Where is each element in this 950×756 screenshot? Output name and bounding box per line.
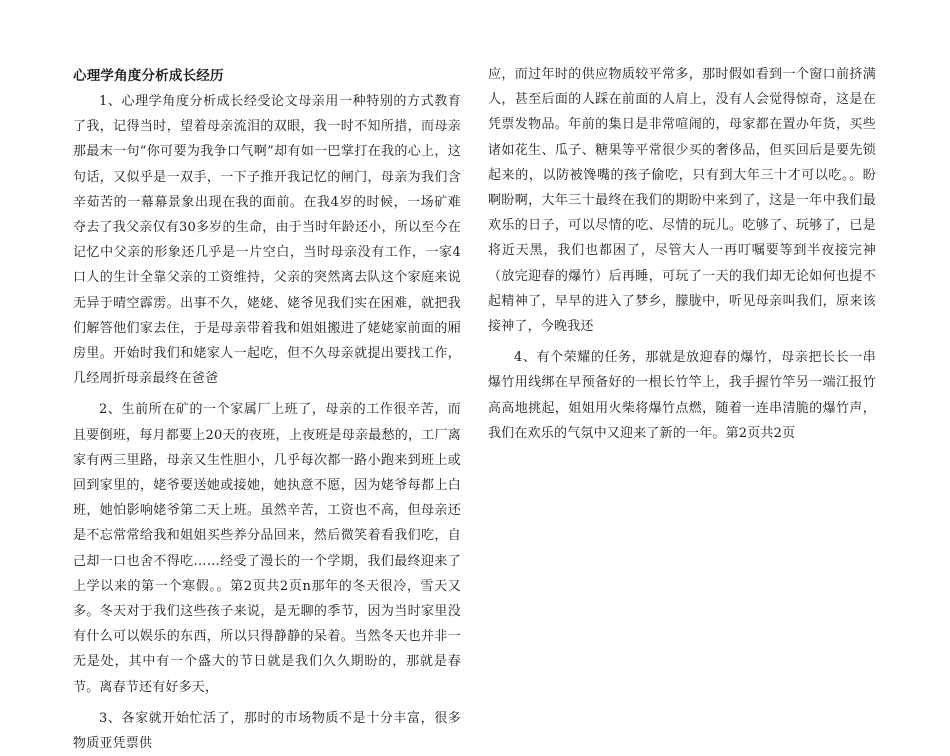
- paragraph-4: 4、有个荣耀的任务，那就是放迎春的爆竹，母亲把长长一串爆竹用线绑在早预备好的一根长竹竿上，我手握竹竿另一端江报竹高高地挑起，姐姐用火柴将爆竹点燃，随着一连串清脆的爆竹声，我们在欢乐的气氛中又迎来了新的一年。第2页共2页: [488, 350, 876, 441]
- paragraph-3: 3、各家就开始忙活了，那时的市场物质不是十分丰富，很多物质亚凭票供: [73, 710, 461, 752]
- paragraph-2: 2、生前所在矿的一个家属厂上班了，母亲的工作很辛苦，而且要倒班，每月都要上20天的夜班，上夜班是母亲最愁的，工厂离家有两三里路，母亲又生性胆小，几乎每次都一路小跑来到班上或回到家里的，姥爷要送她或接她，她执意不愿，因为姥爷每都上白班，她怕影响姥爷第二天上班。虽然辛苦，工资也不高，但母亲还是不忘常常给我和姐姐买些养分品回来，然后微笑着看我们吃，自己却一口也舍不得吃……经受了漫长的一个学期，我们最终迎来了上学以来的第一个寒假。。第2页共2页n那年的冬天很冷，雪天又多。冬天对于我们这些孩子来说，是无聊的季节，因为当时家里没有什么可以娱乐的东西，所以只得静静的呆着。当然冬天也并非一无是处，其中有一个盛大的节日就是我们久久期盼的，那就是春节。离春节还有好多天，: [73, 402, 461, 695]
- paragraph-3-continued: 应，而过年时的供应物质较平常多，那时假如看到一个窗口前挤满人，甚至后面的人踩在前面的人肩上，没有人会觉得惊奇，这是在凭票发物品。年前的集日是非常喧闹的，母家都在置办年货，买些诸如花生、瓜子、糖果等平常很少买的奢侈品，但买回后是要先锁起来的，以防被馋嘴的孩子偷吃，只有到大年三十才可以吃。。盼啊盼啊，大年三十最终在我们的期盼中来到了，这是一年中我们最欢乐的日子，可以尽情的吃、尽情的玩儿。吃够了、玩够了，已是将近天黑，我们也都困了，尽管大人一再叮嘱要等到半夜接完神（放完迎春的爆竹）后再睡，可玩了一天的我们却无论如何也提不起精神了，早早的进入了梦乡，朦胧中，听见母亲叫我们，原来该接神了，今晚我还: [488, 67, 876, 335]
- right-column: [488, 62, 876, 446]
- left-column: [73, 62, 461, 756]
- paragraph-1: 1、心理学角度分析成长经受论文母亲用一种特别的方式教育了我，记得当时，望着母亲流泪的双眼，我一时不知所措，而母亲那最末一句“你可要为我争口气啊”却有如一巴掌打在我的心上，这句话，又似乎是一双手，一下子推开我记忆的闸门，母亲为我们含辛茹苦的一幕幕景象出现在我的面前。在我4岁的时候，一场矿难夺去了我父亲仅有30多岁的生命，由于当时年龄还小，所以至今在记忆中父亲的形象还几乎是一片空白，当时母亲没有工作，一家4口人的生计全靠父亲的工资维持，父亲的突然离去队这个家庭来说无异于晴空霹雳。出事不久，姥姥、姥爷见我们实在困难，就把我们解答他们家去住，于是母亲带着我和姐姐搬进了姥姥家前面的厢房里。开始时我们和姥家人一起吃，但不久母亲就提出要找工作，几经周折母亲最终在爸爸: [73, 94, 461, 387]
- document-title: 心理学角度分析成长经历: [73, 68, 224, 84]
